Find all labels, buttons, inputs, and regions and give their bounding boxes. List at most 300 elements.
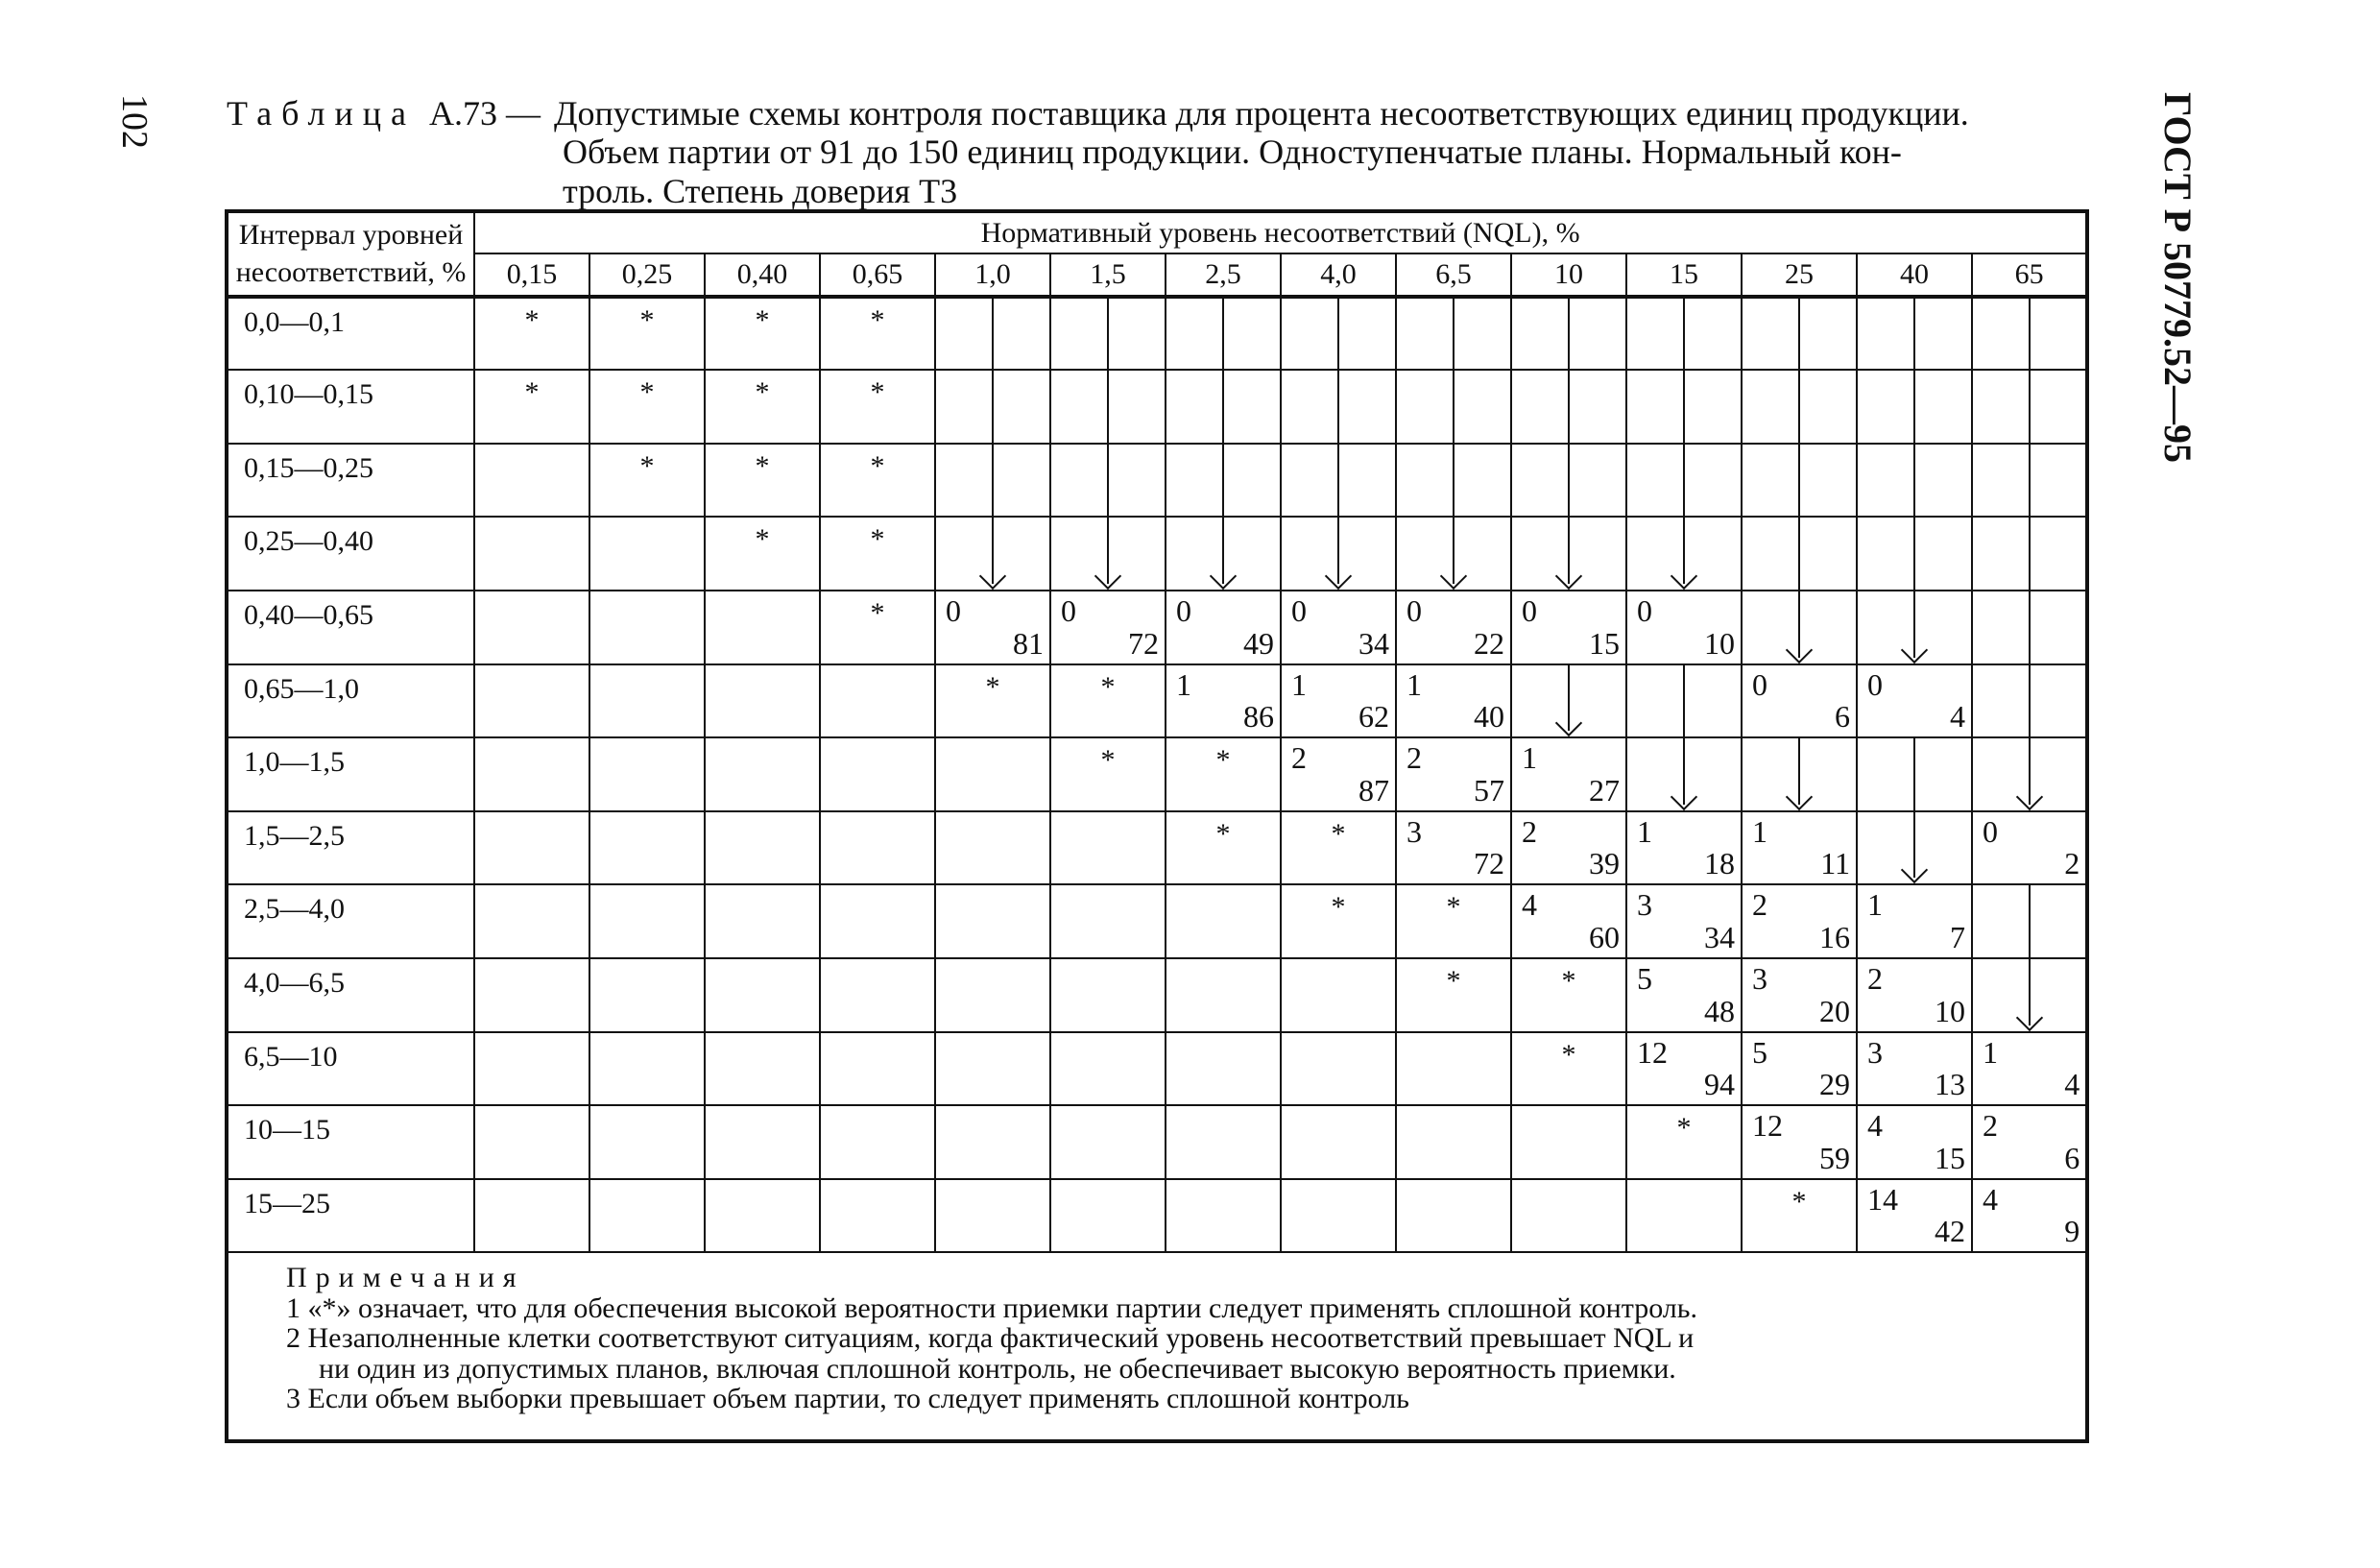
full-inspection-mark: * bbox=[870, 523, 885, 556]
full-inspection-mark: * bbox=[524, 376, 540, 409]
caption-label: Таблица bbox=[227, 94, 416, 133]
full-inspection-mark: * bbox=[755, 376, 770, 409]
sample-size: 15 bbox=[1589, 625, 1620, 661]
plan-cell bbox=[1396, 737, 1511, 811]
plan-cell bbox=[820, 370, 935, 444]
plan-cell bbox=[1511, 591, 1626, 664]
plan-cell bbox=[1050, 884, 1166, 958]
plan-cell bbox=[935, 664, 1050, 738]
plan-cell bbox=[935, 370, 1050, 444]
plan-cell bbox=[1050, 517, 1166, 591]
nql-column-header: 1,0 bbox=[935, 253, 1050, 296]
plan-cell bbox=[1742, 297, 1857, 371]
continuation-line bbox=[1568, 299, 1570, 370]
full-inspection-mark: * bbox=[870, 449, 885, 482]
sample-size: 20 bbox=[1819, 993, 1850, 1028]
full-inspection-mark: * bbox=[755, 523, 770, 556]
nql-column-header: 0,40 bbox=[705, 253, 820, 296]
down-arrow-icon bbox=[2029, 959, 2031, 1025]
acceptance-number: 12 bbox=[1752, 1108, 1783, 1144]
table-row bbox=[227, 1032, 2087, 1106]
acceptance-number: 0 bbox=[946, 593, 961, 629]
plan-cell bbox=[935, 1032, 1050, 1106]
acceptance-number: 3 bbox=[1406, 813, 1422, 849]
note-1: 1 «*» означает, что для обеспечения высокой вероятности приемки партии следует применять сплошной контроль. bbox=[286, 1291, 1697, 1324]
acceptance-number: 0 bbox=[1637, 593, 1652, 629]
down-arrow-icon bbox=[1798, 591, 1800, 658]
row-interval-label: 15—25 bbox=[227, 1179, 474, 1253]
plan-cell bbox=[1050, 664, 1166, 738]
full-inspection-mark: * bbox=[1100, 744, 1116, 777]
plan-cell bbox=[705, 958, 820, 1032]
plan-cell bbox=[705, 1032, 820, 1106]
plan-cell bbox=[1626, 517, 1742, 591]
caption-line-1: Допустимые схемы контроля поставщика для процента несоответствующих единиц продукции. bbox=[553, 94, 1969, 133]
plan-cell bbox=[1857, 884, 1972, 958]
sample-size: 57 bbox=[1474, 772, 1504, 808]
nql-column-header: 4,0 bbox=[1281, 253, 1396, 296]
plan-cell bbox=[1166, 884, 1281, 958]
plan-cell bbox=[474, 884, 589, 958]
interval-header: Интервал уровней несоответствий, % bbox=[227, 211, 474, 297]
continuation-line bbox=[1222, 371, 1224, 443]
plan-cell bbox=[1742, 1179, 1857, 1253]
row-interval-label: 0,65—1,0 bbox=[227, 664, 474, 738]
plan-cell bbox=[1511, 1105, 1626, 1179]
plan-cell bbox=[1626, 444, 1742, 518]
full-inspection-mark: * bbox=[639, 376, 655, 409]
sample-size: 6 bbox=[1835, 699, 1850, 735]
acceptance-number: 2 bbox=[1983, 1108, 1998, 1144]
standard-code: ГОСТ Р 50779.52—95 bbox=[2156, 92, 2200, 464]
acceptance-schemes-table bbox=[225, 209, 2089, 1443]
plan-cell bbox=[1511, 737, 1626, 811]
plan-cell bbox=[1626, 958, 1742, 1032]
down-arrow-icon bbox=[1222, 518, 1224, 584]
plan-cell bbox=[1626, 884, 1742, 958]
nql-column-header: 1,5 bbox=[1050, 253, 1166, 296]
full-inspection-mark: * bbox=[755, 449, 770, 482]
sample-size: 27 bbox=[1589, 772, 1620, 808]
plan-cell bbox=[1166, 370, 1281, 444]
plan-cell bbox=[589, 1032, 705, 1106]
down-arrow-icon bbox=[1568, 665, 1570, 732]
full-inspection-mark: * bbox=[1215, 817, 1231, 850]
nql-column-header: 0,15 bbox=[474, 253, 589, 296]
full-inspection-mark: * bbox=[1331, 891, 1346, 924]
plan-cell bbox=[1281, 1105, 1396, 1179]
nql-column-header: 65 bbox=[1972, 253, 2087, 296]
nql-column-header: 0,65 bbox=[820, 253, 935, 296]
table-caption bbox=[227, 94, 2081, 210]
plan-cell bbox=[1857, 444, 1972, 518]
sample-size: 4 bbox=[2064, 1067, 2080, 1102]
plan-cell bbox=[1972, 811, 2087, 885]
plan-cell bbox=[935, 737, 1050, 811]
table-row bbox=[227, 811, 2087, 885]
plan-cell bbox=[1742, 517, 1857, 591]
table-row bbox=[227, 444, 2087, 518]
plan-cell bbox=[1050, 737, 1166, 811]
plan-cell bbox=[1166, 811, 1281, 885]
full-inspection-mark: * bbox=[985, 670, 1000, 703]
plan-cell bbox=[1281, 591, 1396, 664]
table-row bbox=[227, 591, 2087, 664]
plan-cell bbox=[1511, 958, 1626, 1032]
plan-cell bbox=[474, 297, 589, 371]
plan-cell bbox=[1857, 1105, 1972, 1179]
plan-cell bbox=[935, 1179, 1050, 1253]
sample-size: 62 bbox=[1358, 699, 1389, 735]
plan-cell bbox=[705, 884, 820, 958]
plan-cell bbox=[935, 517, 1050, 591]
plan-cell bbox=[1281, 370, 1396, 444]
acceptance-number: 0 bbox=[1867, 666, 1883, 702]
continuation-line bbox=[1683, 299, 1685, 370]
plan-cell bbox=[820, 1105, 935, 1179]
plan-cell bbox=[705, 370, 820, 444]
table-row bbox=[227, 884, 2087, 958]
continuation-line bbox=[1913, 445, 1915, 517]
continuation-line bbox=[1107, 371, 1109, 443]
plan-cell bbox=[1972, 517, 2087, 591]
plan-cell bbox=[1742, 1105, 1857, 1179]
plan-cell bbox=[820, 297, 935, 371]
note-2a: 2 Незаполненные клетки соответствуют ситуациям, когда фактический уровень несоответствий превышает NQL и bbox=[286, 1322, 1695, 1355]
continuation-line bbox=[1568, 371, 1570, 443]
row-interval-label: 1,5—2,5 bbox=[227, 811, 474, 885]
continuation-line bbox=[992, 445, 994, 517]
plan-cell bbox=[1050, 444, 1166, 518]
plan-cell bbox=[1281, 958, 1396, 1032]
sample-size: 2 bbox=[2064, 846, 2080, 881]
plan-cell bbox=[589, 737, 705, 811]
plan-cell bbox=[589, 1105, 705, 1179]
plan-cell bbox=[1626, 1105, 1742, 1179]
plan-cell bbox=[1396, 884, 1511, 958]
plan-cell bbox=[705, 664, 820, 738]
plan-cell bbox=[820, 737, 935, 811]
acceptance-number: 1 bbox=[1522, 740, 1537, 776]
continuation-line bbox=[1683, 371, 1685, 443]
plan-cell bbox=[1396, 958, 1511, 1032]
down-arrow-icon bbox=[1337, 518, 1339, 584]
plan-cell bbox=[1396, 517, 1511, 591]
acceptance-number: 2 bbox=[1752, 887, 1767, 923]
table-row bbox=[227, 370, 2087, 444]
plan-cell bbox=[589, 297, 705, 371]
down-arrow-icon bbox=[1107, 518, 1109, 584]
plan-cell bbox=[589, 370, 705, 444]
plan-cell bbox=[1281, 1032, 1396, 1106]
row-interval-label: 0,40—0,65 bbox=[227, 591, 474, 664]
plan-cell bbox=[474, 811, 589, 885]
plan-cell bbox=[935, 591, 1050, 664]
sample-size: 11 bbox=[1820, 846, 1850, 881]
plan-cell bbox=[1050, 1032, 1166, 1106]
plan-cell bbox=[1050, 297, 1166, 371]
plan-cell bbox=[935, 958, 1050, 1032]
plan-cell bbox=[935, 1105, 1050, 1179]
plan-cell bbox=[1281, 517, 1396, 591]
full-inspection-mark: * bbox=[1446, 891, 1461, 924]
acceptance-number: 5 bbox=[1752, 1034, 1767, 1070]
plan-cell bbox=[1396, 1179, 1511, 1253]
plan-cell bbox=[1281, 884, 1396, 958]
continuation-line bbox=[1798, 445, 1800, 517]
plan-cell bbox=[1857, 664, 1972, 738]
full-inspection-mark: * bbox=[1561, 1038, 1576, 1071]
row-interval-label: 0,0—0,1 bbox=[227, 297, 474, 371]
nql-column-header: 40 bbox=[1857, 253, 1972, 296]
plan-cell bbox=[1972, 591, 2087, 664]
plan-cell bbox=[1511, 664, 1626, 738]
plan-cell bbox=[1511, 297, 1626, 371]
plan-cell bbox=[474, 1179, 589, 1253]
plan-cell bbox=[1511, 1032, 1626, 1106]
continuation-line bbox=[1913, 299, 1915, 370]
table-row bbox=[227, 1105, 2087, 1179]
nql-column-header: 0,25 bbox=[589, 253, 705, 296]
plan-cell bbox=[1626, 297, 1742, 371]
note-3: 3 Если объем выборки превышает объем партии, то следует применять сплошной контроль bbox=[286, 1383, 1409, 1415]
acceptance-number: 3 bbox=[1752, 961, 1767, 997]
full-inspection-mark: * bbox=[1791, 1185, 1807, 1218]
plan-cell bbox=[1972, 1105, 2087, 1179]
full-inspection-mark: * bbox=[755, 303, 770, 336]
down-arrow-icon bbox=[1568, 518, 1570, 584]
plan-cell bbox=[1166, 958, 1281, 1032]
continuation-line bbox=[1337, 299, 1339, 370]
sample-size: 10 bbox=[1704, 625, 1735, 661]
full-inspection-mark: * bbox=[639, 303, 655, 336]
sample-size: 22 bbox=[1474, 625, 1504, 661]
plan-cell bbox=[1166, 737, 1281, 811]
acceptance-number: 4 bbox=[1522, 887, 1537, 923]
table-row bbox=[227, 517, 2087, 591]
row-interval-label: 4,0—6,5 bbox=[227, 958, 474, 1032]
plan-cell bbox=[1626, 370, 1742, 444]
plan-cell bbox=[705, 737, 820, 811]
nql-column-header: 10 bbox=[1511, 253, 1626, 296]
continuation-line bbox=[1798, 299, 1800, 370]
plan-cell bbox=[820, 884, 935, 958]
sample-size: 86 bbox=[1243, 699, 1274, 735]
plan-cell bbox=[474, 737, 589, 811]
continuation-line bbox=[1453, 371, 1454, 443]
plan-cell bbox=[1972, 297, 2087, 371]
notes-title: Примечания bbox=[286, 1262, 525, 1294]
full-inspection-mark: * bbox=[1100, 670, 1116, 703]
full-inspection-mark: * bbox=[1446, 965, 1461, 998]
continuation-line bbox=[1222, 299, 1224, 370]
sample-size: 42 bbox=[1935, 1214, 1965, 1249]
plan-cell bbox=[935, 297, 1050, 371]
plan-cell bbox=[1972, 1032, 2087, 1106]
continuation-line bbox=[2029, 445, 2031, 517]
continuation-line bbox=[992, 371, 994, 443]
plan-cell bbox=[1742, 884, 1857, 958]
sample-size: 10 bbox=[1935, 993, 1965, 1028]
plan-cell bbox=[1511, 811, 1626, 885]
plan-cell bbox=[935, 444, 1050, 518]
page-number: 102 bbox=[114, 94, 155, 149]
nql-column-header: 6,5 bbox=[1396, 253, 1511, 296]
full-inspection-mark: * bbox=[639, 449, 655, 482]
continuation-line bbox=[1337, 445, 1339, 517]
full-inspection-mark: * bbox=[1331, 817, 1346, 850]
plan-cell bbox=[1166, 1179, 1281, 1253]
continuation-line bbox=[1683, 665, 1685, 737]
plan-cell bbox=[474, 370, 589, 444]
plan-cell bbox=[589, 664, 705, 738]
plan-cell bbox=[1511, 370, 1626, 444]
nql-header: Нормативный уровень несоответствий (NQL), % bbox=[474, 211, 2087, 253]
plan-cell bbox=[1166, 664, 1281, 738]
sample-size: 6 bbox=[2064, 1140, 2080, 1175]
plan-cell bbox=[935, 884, 1050, 958]
sample-size: 15 bbox=[1935, 1140, 1965, 1175]
continuation-line bbox=[1913, 371, 1915, 443]
continuation-line bbox=[1107, 445, 1109, 517]
plan-cell bbox=[1626, 811, 1742, 885]
plan-cell bbox=[1166, 1032, 1281, 1106]
plan-cell bbox=[1166, 1105, 1281, 1179]
plan-cell bbox=[1396, 591, 1511, 664]
plan-cell bbox=[1050, 1179, 1166, 1253]
continuation-line bbox=[1222, 445, 1224, 517]
full-inspection-mark: * bbox=[870, 597, 885, 630]
plan-cell bbox=[474, 591, 589, 664]
continuation-line bbox=[1798, 371, 1800, 443]
plan-cell bbox=[1166, 591, 1281, 664]
plan-cell bbox=[705, 297, 820, 371]
full-inspection-mark: * bbox=[1676, 1112, 1692, 1145]
plan-cell bbox=[1396, 297, 1511, 371]
plan-cell bbox=[705, 591, 820, 664]
plan-cell bbox=[1166, 297, 1281, 371]
plan-cell bbox=[1050, 958, 1166, 1032]
continuation-line bbox=[2029, 665, 2031, 737]
plan-cell bbox=[1972, 884, 2087, 958]
plan-cell bbox=[1281, 444, 1396, 518]
plan-cell bbox=[705, 1179, 820, 1253]
row-interval-label: 0,15—0,25 bbox=[227, 444, 474, 518]
plan-cell bbox=[1050, 370, 1166, 444]
acceptance-number: 1 bbox=[1983, 1034, 1998, 1070]
full-inspection-mark: * bbox=[870, 303, 885, 336]
plan-cell bbox=[1396, 370, 1511, 444]
plan-cell bbox=[1511, 1179, 1626, 1253]
sample-size: 34 bbox=[1358, 625, 1389, 661]
plan-cell bbox=[1396, 1032, 1511, 1106]
sample-size: 59 bbox=[1819, 1140, 1850, 1175]
plan-cell bbox=[474, 1032, 589, 1106]
acceptance-number: 1 bbox=[1291, 666, 1307, 702]
continuation-line bbox=[1798, 518, 1800, 590]
sample-size: 18 bbox=[1704, 846, 1735, 881]
sample-size: 4 bbox=[1950, 699, 1965, 735]
plan-cell bbox=[1742, 370, 1857, 444]
down-arrow-icon bbox=[1683, 738, 1685, 805]
plan-cell bbox=[1396, 1105, 1511, 1179]
full-inspection-mark: * bbox=[1561, 965, 1576, 998]
plan-cell bbox=[474, 517, 589, 591]
plan-cell bbox=[1972, 444, 2087, 518]
plan-cell bbox=[705, 811, 820, 885]
down-arrow-icon bbox=[1453, 518, 1454, 584]
plan-cell bbox=[1166, 517, 1281, 591]
plan-cell bbox=[1742, 1032, 1857, 1106]
row-interval-label: 1,0—1,5 bbox=[227, 737, 474, 811]
continuation-line bbox=[2029, 885, 2031, 957]
plan-cell bbox=[1742, 444, 1857, 518]
plan-cell bbox=[1972, 370, 2087, 444]
acceptance-number: 1 bbox=[1176, 666, 1191, 702]
plan-cell bbox=[1626, 737, 1742, 811]
plan-cell bbox=[1972, 1179, 2087, 1253]
sample-size: 7 bbox=[1950, 920, 1965, 955]
plan-cell bbox=[820, 1032, 935, 1106]
acceptance-number: 1 bbox=[1752, 813, 1767, 849]
acceptance-number: 12 bbox=[1637, 1034, 1668, 1070]
plan-cell bbox=[474, 1105, 589, 1179]
acceptance-number: 4 bbox=[1983, 1181, 1998, 1217]
plan-cell bbox=[1396, 444, 1511, 518]
plan-cell bbox=[1281, 297, 1396, 371]
sample-size: 40 bbox=[1474, 699, 1504, 735]
row-interval-label: 2,5—4,0 bbox=[227, 884, 474, 958]
continuation-line bbox=[1568, 445, 1570, 517]
acceptance-number: 2 bbox=[1291, 740, 1307, 776]
plan-cell bbox=[1742, 811, 1857, 885]
acceptance-number: 0 bbox=[1752, 666, 1767, 702]
acceptance-number: 3 bbox=[1867, 1034, 1883, 1070]
plan-cell bbox=[1281, 1179, 1396, 1253]
plan-cell bbox=[474, 664, 589, 738]
plan-cell bbox=[820, 444, 935, 518]
plan-cell bbox=[820, 958, 935, 1032]
acceptance-number: 1 bbox=[1637, 813, 1652, 849]
plan-cell bbox=[1857, 517, 1972, 591]
plan-cell bbox=[1511, 444, 1626, 518]
continuation-line bbox=[1453, 445, 1454, 517]
acceptance-number: 5 bbox=[1637, 961, 1652, 997]
sample-size: 60 bbox=[1589, 920, 1620, 955]
plan-cell bbox=[1050, 811, 1166, 885]
plan-cell bbox=[1626, 591, 1742, 664]
acceptance-number: 0 bbox=[1061, 593, 1076, 629]
plan-cell bbox=[820, 664, 935, 738]
plan-cell bbox=[1857, 737, 1972, 811]
sample-size: 49 bbox=[1243, 625, 1274, 661]
caption-line-3: троль. Степень доверия Т3 bbox=[563, 171, 958, 210]
acceptance-number: 4 bbox=[1867, 1108, 1883, 1144]
plan-cell bbox=[589, 517, 705, 591]
acceptance-number: 2 bbox=[1406, 740, 1422, 776]
sample-size: 72 bbox=[1128, 625, 1159, 661]
down-arrow-icon bbox=[1683, 518, 1685, 584]
sample-size: 39 bbox=[1589, 846, 1620, 881]
plan-cell bbox=[1972, 664, 2087, 738]
acceptance-number: 1 bbox=[1406, 666, 1422, 702]
acceptance-number: 1 bbox=[1867, 887, 1883, 923]
plan-cell bbox=[589, 591, 705, 664]
acceptance-number: 2 bbox=[1522, 813, 1537, 849]
down-arrow-icon bbox=[1913, 591, 1915, 658]
sample-size: 81 bbox=[1013, 625, 1044, 661]
continuation-line bbox=[1683, 445, 1685, 517]
